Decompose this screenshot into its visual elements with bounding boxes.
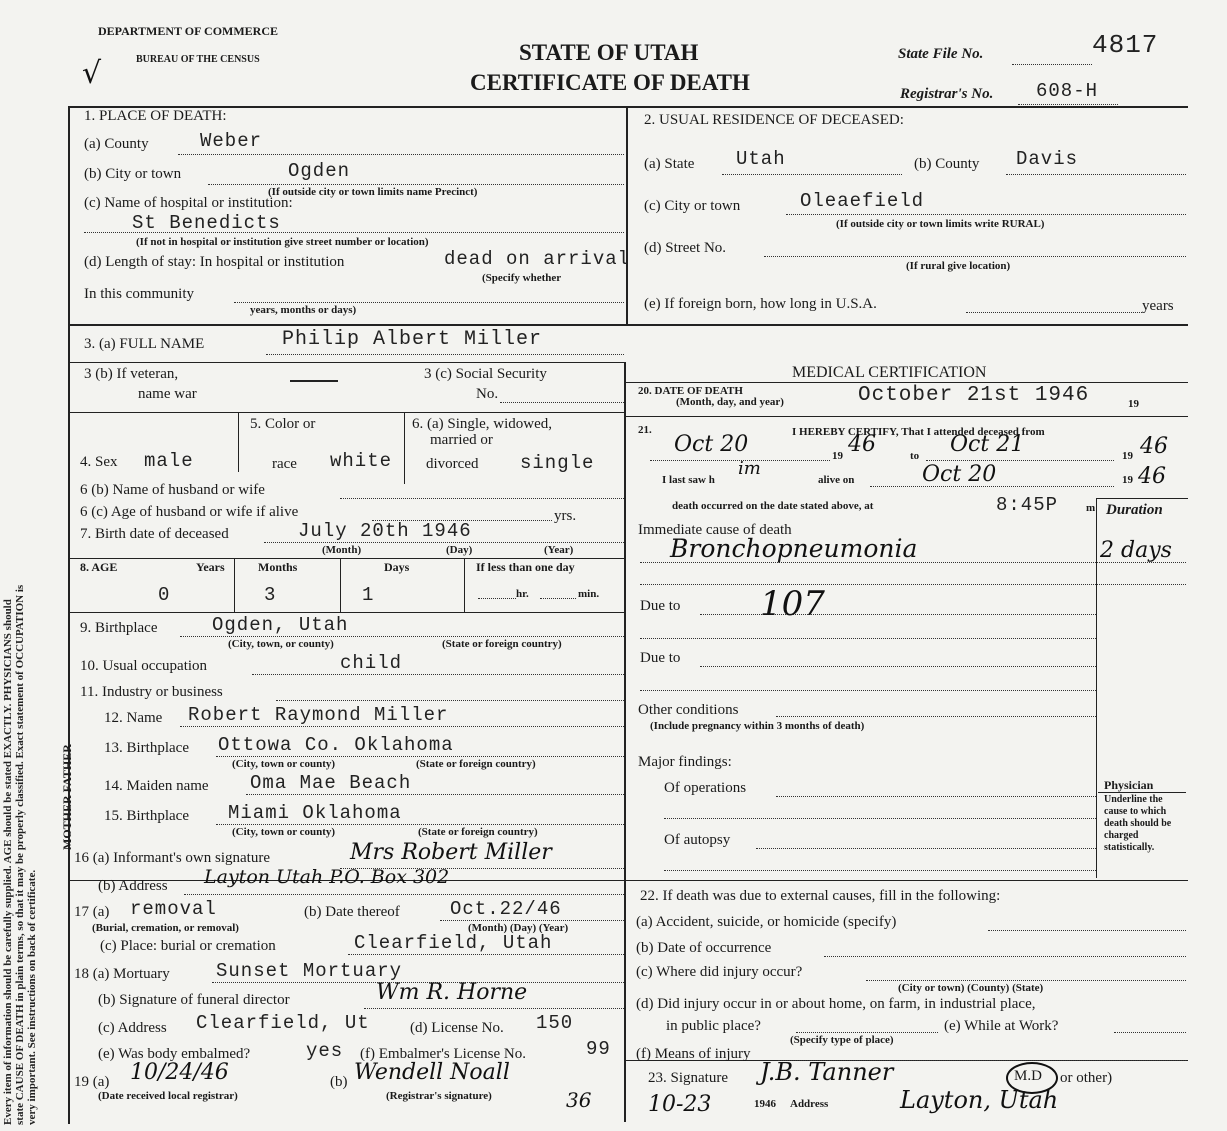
spouse-label: 6 (b) Name of husband or wife [80,482,265,498]
occurred-suffix: m [1086,502,1096,514]
embalmed-label: (e) Was body embalmed? [98,1046,251,1062]
embalmer-license-value: 99 [586,1038,611,1060]
veteran-war-label: name war [138,386,197,402]
city-label: (b) City or town [84,166,182,182]
mother-name-value: Oma Mae Beach [250,772,412,794]
ssn-no-label: No. [476,386,499,402]
funeral-director-signature: Wm R. Horne [376,980,528,1005]
marital-label: 6. (a) Single, widowed, married or [412,416,552,448]
signature-year: 1946 [754,1098,776,1110]
community-note: years, months or days) [250,304,357,316]
res-state-value: Utah [736,148,786,170]
while-at-work-label: (e) While at Work? [944,1018,1059,1034]
home-label: (d) Did injury occur in or about home, on farm, in industrial place, [636,996,1036,1012]
race-value: white [330,450,393,472]
residence-heading: 2. USUAL RESIDENCE OF DECEASED: [644,112,904,128]
mother-birthplace-label: 15. Birthplace [104,808,189,824]
major-findings-label: Major findings: [638,754,732,770]
marital-value: single [520,452,595,474]
last-saw-label: I last saw h [662,474,715,486]
where-note: (City or town) (County) (State) [898,982,1044,994]
certificate-title: CERTIFICATE OF DEATH [470,70,750,95]
certify-text: I HEREBY CERTIFY, That I attended deceased from [792,426,1045,438]
hospital-label: (c) Name of hospital or institution: [84,195,293,211]
place-of-death-heading: 1. PLACE OF DEATH: [84,108,227,124]
fd-address-label: (c) Address [98,1020,167,1036]
from-year: 46 [848,432,876,457]
mortuary-value: Sunset Mortuary [216,960,403,982]
res-street-note: (If rural give location) [906,260,1011,272]
burial-note: (Burial, cremation, or removal) [92,922,239,934]
registrar-signature-note: (Registrar's signature) [386,1090,492,1102]
years-label: Years [196,560,225,574]
res-foreign-suffix: years [1142,298,1174,314]
public-place-label: in public place? [666,1018,761,1034]
burial-value: removal [130,898,217,920]
received-note: (Date received local registrar) [98,1090,238,1102]
dod-suffix: 19 [1128,398,1139,410]
due-to-label: Due to [640,598,681,614]
embalmed-value: yes [306,1040,344,1062]
birth-date-value: July 20th 1946 [298,520,472,542]
father-bp-note-1: (City, town or county) [232,758,336,770]
father-name-label: 12. Name [104,710,163,726]
lessday-label: If less than one day [476,560,575,574]
birthplace-note-1: (City, town, or county) [228,638,334,650]
signature-address: Layton, Utah [900,1086,1059,1114]
res-street-label: (d) Street No. [644,240,727,256]
occupation-value: child [340,652,403,674]
duration-label: Duration [1106,502,1163,518]
operations-label: Of operations [664,780,747,796]
min-label: min. [578,588,600,600]
industry-label: 11. Industry or business [80,684,223,700]
date-thereof-label: (b) Date thereof [304,904,400,920]
stay-value: dead on arrival [444,248,631,270]
county-label: (a) County [84,136,149,152]
age-label: 8. AGE [80,560,118,574]
informant-signature-label: 16 (a) Informant's own signature [74,850,270,866]
to-label: to [910,450,920,462]
physician-heading: Physician [1104,778,1154,792]
received-date: 10/24/46 [130,1060,229,1085]
color-label: 5. Color or [250,416,316,432]
spouse-age-suffix: yrs. [554,508,577,524]
hospital-value: St Benedicts [132,212,281,234]
signature-date: 10-23 [648,1092,712,1117]
attended-from: Oct 20 [674,432,749,457]
father-name-value: Robert Raymond Miller [188,704,449,726]
hospital-note: (If not in hospital or institution give street number or location) [136,236,429,248]
alive-on-value: Oct 20 [922,462,997,487]
months-label: Months [258,560,298,574]
funeral-director-label: (b) Signature of funeral director [98,992,290,1008]
stay-label: (d) Length of stay: In hospital or institution [84,254,345,270]
ssn-label: 3 (c) Social Security [424,366,547,382]
mother-bp-note-2: (State or foreign country) [418,826,538,838]
from-year-prefix: 19 [832,450,843,462]
registrar-signature: Wendell Noall [354,1060,510,1085]
occupation-label: 10. Usual occupation [80,658,208,674]
bureau-label: BUREAU OF THE CENSUS [136,54,260,65]
city-note: (If outside city or town limits name Precinct) [268,186,478,198]
immediate-cause-value: Bronchopneumonia [670,534,918,563]
birth-day-note: (Day) [446,544,473,556]
accident-label: (a) Accident, suicide, or homicide (specify) [636,914,897,930]
home-note: (Specify type of place) [790,1034,894,1046]
registrar-extra: 36 [566,1088,592,1112]
age-days-value: 1 [362,584,375,606]
other-conditions-label: Other conditions [638,702,739,718]
birth-date-label: 7. Birth date of deceased [80,526,229,542]
stay-note: (Specify whether [482,272,562,284]
burial-place-label: (c) Place: burial or cremation [100,938,276,954]
alive-year-prefix: 19 [1122,474,1133,486]
birthplace-label: 9. Birthplace [80,620,158,636]
res-county-label: (b) County [914,156,980,172]
mother-bp-note-1: (City, town or county) [232,826,336,838]
state-file-number: 4817 [1092,30,1159,60]
physician-text: Underline the cause to which death should be charged statistically. [1104,794,1172,853]
res-state-label: (a) State [644,156,695,172]
registrar-label: Registrar's No. [900,86,994,102]
date-thereof-value: Oct.22/46 [450,898,562,920]
certify-number: 21. [638,424,652,436]
mother-birthplace-value: Miami Oklahoma [228,802,402,824]
date-thereof-note: (Month) (Day) (Year) [468,922,569,934]
last-saw-value: im [738,458,761,479]
means-label: (f) Means of injury [636,1046,751,1062]
occurrence-label: (b) Date of occurrence [636,940,772,956]
hr-label: hr. [516,588,529,600]
sex-label: 4. Sex [80,454,118,470]
burial-place-value: Clearfield, Utah [354,932,553,954]
county-value: Weber [200,130,263,152]
res-city-value: Oleaefield [800,190,925,212]
birthplace-note-2: (State or foreign country) [442,638,562,650]
state-title: STATE OF UTAH [519,40,699,65]
age-years-value: 0 [158,584,171,606]
res-county-value: Davis [1016,148,1079,170]
occurred-time: 8:45P [996,494,1059,516]
due-to-label-2: Due to [640,650,681,666]
informant-signature: Mrs Robert Miller [350,840,552,865]
physician-signature: J.B. Tanner [760,1058,894,1086]
birth-month-note: (Month) [322,544,362,556]
to-year-prefix: 19 [1122,450,1133,462]
duration-value: 2 days [1100,538,1172,563]
external-heading: 22. If death was due to external causes, fill in the following: [640,888,1001,904]
registrar-signature-label: (b) [330,1074,348,1090]
informant-address-label: (b) Address [98,878,168,894]
license-label: (d) License No. [410,1020,504,1036]
birthplace-value: Ogden, Utah [212,614,349,636]
alive-year: 46 [1138,464,1166,489]
to-year: 46 [1140,434,1168,459]
other-conditions-note: (Include pregnancy within 3 months of death) [650,720,865,732]
fd-address-value: Clearfield, Ut [196,1012,370,1034]
license-value: 150 [536,1012,574,1034]
state-file-label: State File No. [898,46,984,62]
alive-on-label: alive on [818,474,855,486]
medical-heading: MEDICAL CERTIFICATION [792,364,987,381]
race-label: race [272,456,297,472]
full-name-label: 3. (a) FULL NAME [84,336,205,352]
father-birthplace-label: 13. Birthplace [104,740,189,756]
attended-to: Oct 21 [950,432,1025,457]
full-name-value: Philip Albert Miller [282,328,543,351]
city-value: Ogden [288,160,351,182]
spouse-age-label: 6 (c) Age of husband or wife if alive [80,504,299,520]
occurred-label: death occurred on the date stated above, at [672,500,874,512]
res-foreign-label: (e) If foreign born, how long in U.S.A. [644,296,877,312]
received-label: 19 (a) [74,1074,110,1090]
res-city-note: (If outside city or town limits write RURAL) [836,218,1045,230]
department-label: DEPARTMENT OF COMMERCE [98,24,279,38]
mortuary-label: 18 (a) Mortuary [74,966,170,982]
side-instructions: Every item of information should be carefully supplied. AGE should be stated EXACTLY. PHYSICIANS should state CAUSE OF DEATH in plain terms, so that it may be properly classified. Exact statement of OCCUPATION is very important. See instructions on back of certificate. [2,584,38,1125]
birth-year-note: (Year) [544,544,574,556]
parents-side-label: MOTHER FATHER [60,744,74,850]
date-of-death-value: October 21st 1946 [858,384,1090,407]
immediate-cause-label: Immediate cause of death [638,522,792,538]
registrar-number: 608-H [1036,80,1099,102]
signature-label: 23. Signature [648,1070,728,1086]
veteran-label: 3 (b) If veteran, [84,366,179,382]
community-label: In this community [84,286,194,302]
md-label: M.D [1014,1068,1042,1084]
res-city-label: (c) City or town [644,198,741,214]
father-bp-note-2: (State or foreign country) [416,758,536,770]
father-birthplace-value: Ottowa Co. Oklahoma [218,734,454,756]
days-label: Days [384,560,410,574]
signature-address-label: Address [790,1098,829,1110]
checkmark-icon: √ [82,56,102,91]
or-other-label: or other) [1060,1070,1113,1086]
sex-value: male [144,450,194,472]
age-months-value: 3 [264,584,277,606]
divorced-label: divorced [426,456,479,472]
dod-label: 20. DATE OF DEATH (Month, day, and year) [638,385,784,408]
informant-address: Layton Utah P.O. Box 302 [204,866,450,888]
autopsy-label: Of autopsy [664,832,731,848]
due-to-value: 107 [760,584,825,624]
where-label: (c) Where did injury occur? [636,964,803,980]
embalmer-license-label: (f) Embalmer's License No. [360,1046,526,1062]
mother-name-label: 14. Maiden name [104,778,209,794]
burial-label: 17 (a) [74,904,110,920]
